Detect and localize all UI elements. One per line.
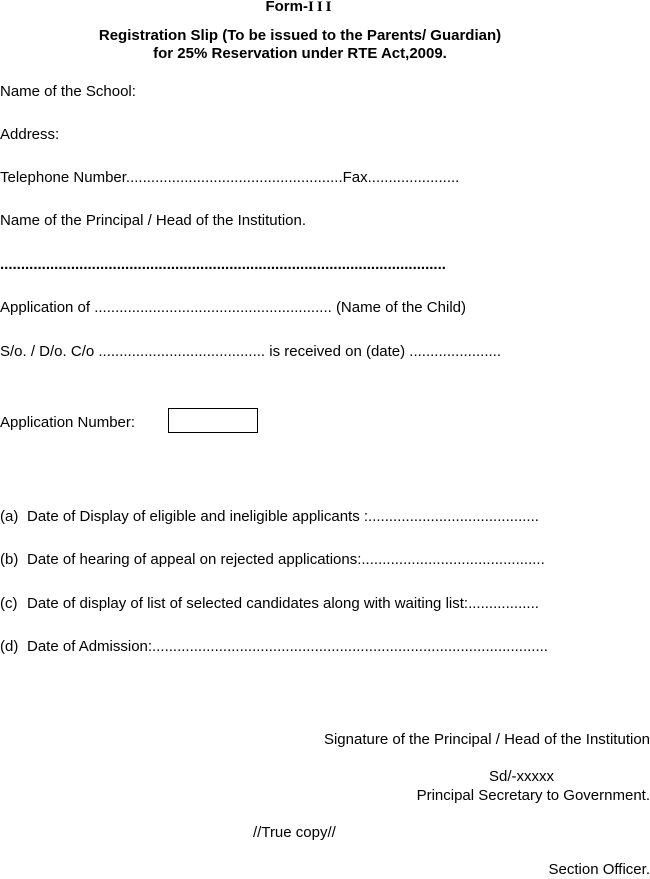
- section-officer: Section Officer.: [548, 861, 650, 878]
- date-item-text: Date of Admission:...............................................................................................: [27, 638, 548, 655]
- date-item-text: Date of Display of eligible and ineligible applicants :.........................................: [27, 508, 539, 525]
- school-name-field: Name of the School:: [0, 83, 136, 100]
- form-label: Form-: [265, 0, 308, 15]
- principal-dotted-line: ...........................................................................................................: [0, 256, 446, 273]
- date-item-label: (c): [0, 595, 18, 612]
- date-item-text: Date of hearing of appeal on rejected applications:............................................: [27, 551, 545, 568]
- date-item-text: Date of display of list of selected candidates along with waiting list:.................: [27, 595, 539, 612]
- principal-secretary: Principal Secretary to Government.: [416, 787, 650, 804]
- application-of-field: Application of ......................................................... (Name of the Child): [0, 299, 466, 316]
- date-item-d: [0, 638, 548, 656]
- title-line-1: Registration Slip (To be issued to the Parents/ Guardian): [98, 27, 502, 44]
- address-field: Address:: [0, 126, 60, 143]
- date-item-b: [0, 551, 545, 569]
- sd-line: Sd/-xxxxx: [489, 768, 555, 785]
- telephone-fax-field: Telephone Number....................................................Fax......................: [0, 169, 460, 186]
- principal-name-field: Name of the Principal / Head of the Institution.: [0, 212, 306, 229]
- date-item-label: (b): [0, 551, 19, 568]
- form-numeral: III: [307, 0, 335, 15]
- date-item-c: [0, 595, 539, 613]
- parent-received-field: S/o. / D/o. C/o ........................................ is received on (date) ......................: [0, 343, 501, 360]
- date-item-a: [0, 508, 539, 526]
- form-number: [0, 0, 600, 16]
- date-item-label: (a): [0, 508, 19, 525]
- application-number-box: [168, 408, 258, 433]
- principal-signature: Signature of the Principal / Head of the Institution: [323, 731, 650, 748]
- title-line-2: for 25% Reservation under RTE Act,2009.: [153, 45, 447, 62]
- true-copy: //True copy//: [253, 824, 336, 841]
- date-item-label: (d): [0, 638, 19, 655]
- application-number-label: Application Number:: [0, 414, 136, 431]
